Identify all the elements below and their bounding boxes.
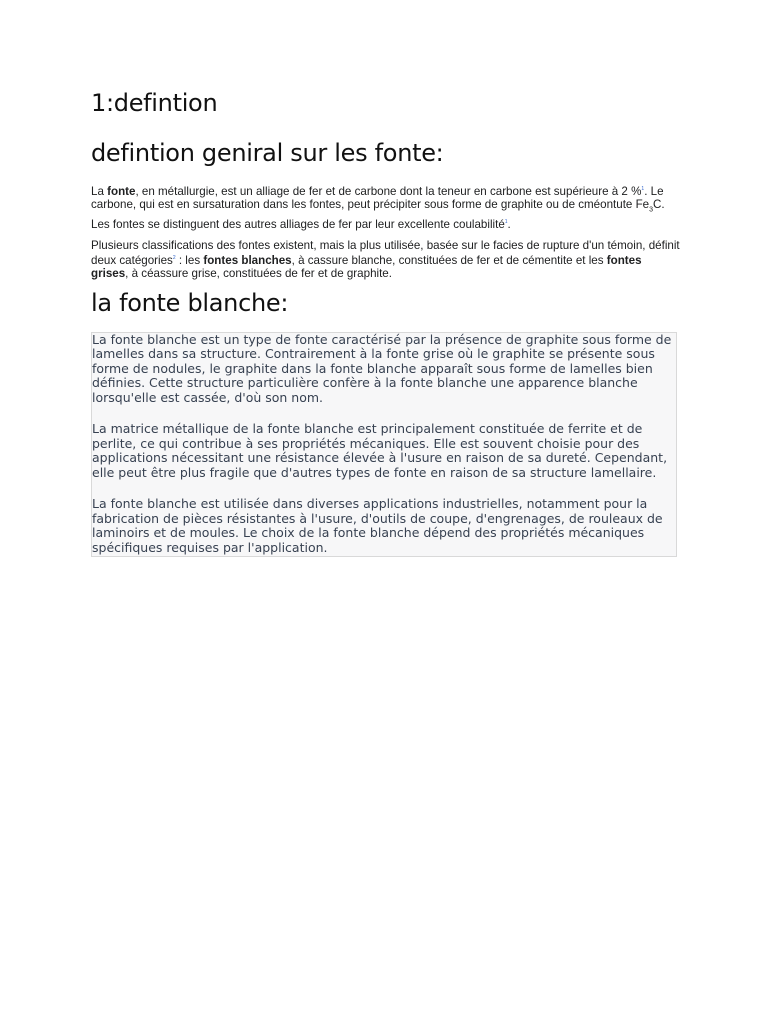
text-run: , à cassure blanche, constituées de fer et de cémentite et les [291, 253, 607, 267]
footnote-ref[interactable]: 1 [641, 186, 645, 192]
text-run: Plusieurs classifications des fontes existent, mais la plus utilisée, basée sur le facies de rupture d'un témoin, définit deux catégories [91, 239, 680, 267]
text-run: . Le carbone, qui est en sursaturation dans les fontes, peut précipiter sous forme de graphite ou de cméontute Fe [91, 184, 664, 211]
heading-general-definition: defintion geniral sur les fonte: [91, 139, 444, 167]
heading-fonte-blanche: la fonte blanche: [91, 288, 289, 317]
text-run: . [507, 218, 511, 232]
pasted-text-box [91, 332, 677, 558]
footnote-ref[interactable]: 1 [504, 219, 508, 226]
wiki-paragraph-2 [91, 239, 681, 280]
text-run: : les [175, 253, 204, 267]
bold-term-fontes-grises: fontes grises [91, 253, 642, 280]
wiki-paragraph-1 [91, 183, 681, 231]
text-run: La [91, 184, 108, 198]
bold-term-fontes-blanches: fontes blanches [203, 253, 292, 267]
box-paragraph-1: La fonte blanche est un type de fonte caractérisé par la présence de graphite sous forme de lamelles dans sa structure. Contrairement à la fonte grise où le graphite se présente sous forme de nodules, le graphite dans la fonte blanche apparaît sous forme de lamelles bien définies. Cette structure particulière confère à la fonte blanche une apparence blanche lorsqu'elle est cassée, d'où son nom. [92, 331, 672, 405]
text-run: C. Les fontes se distinguent des autres alliages de fer par leur excellente coulabilité [91, 197, 665, 232]
text-run: , à céassure grise, constituées de fer et de graphite. [125, 266, 392, 280]
bold-term-fonte: fonte [107, 184, 136, 198]
box-paragraph-3: La fonte blanche est utilisée dans diverses applications industrielles, notamment pour la fabrication de pièces résistantes à l'usure, d'outils de coupe, d'engrenages, de rouleaux de laminoirs et de moules. Le choix de la fonte blanche dépend des propriétés mécaniques spécifiques requises par l'application. [92, 496, 663, 555]
heading-definition: 1:defintion [91, 89, 218, 117]
text-run: , en métallurgie, est un alliage de fer et de carbone dont la teneur en carbone est supérieure à 2 % [135, 184, 642, 198]
document-page [91, 86, 681, 557]
subscript: 3 [649, 206, 654, 214]
box-paragraph-2: La matrice métallique de la fonte blanche est principalement constituée de ferrite et de perlite, ce qui contribue à ses propriétés mécaniques. Elle est souvent choisie pour des applications nécessitant une résistance élevée à l'usure en raison de sa dureté. Cependant, elle peut être plus fragile que d'autres types de fonte en raison de sa structure lamellaire. [92, 421, 668, 480]
footnote-ref[interactable]: 2 [172, 255, 176, 262]
